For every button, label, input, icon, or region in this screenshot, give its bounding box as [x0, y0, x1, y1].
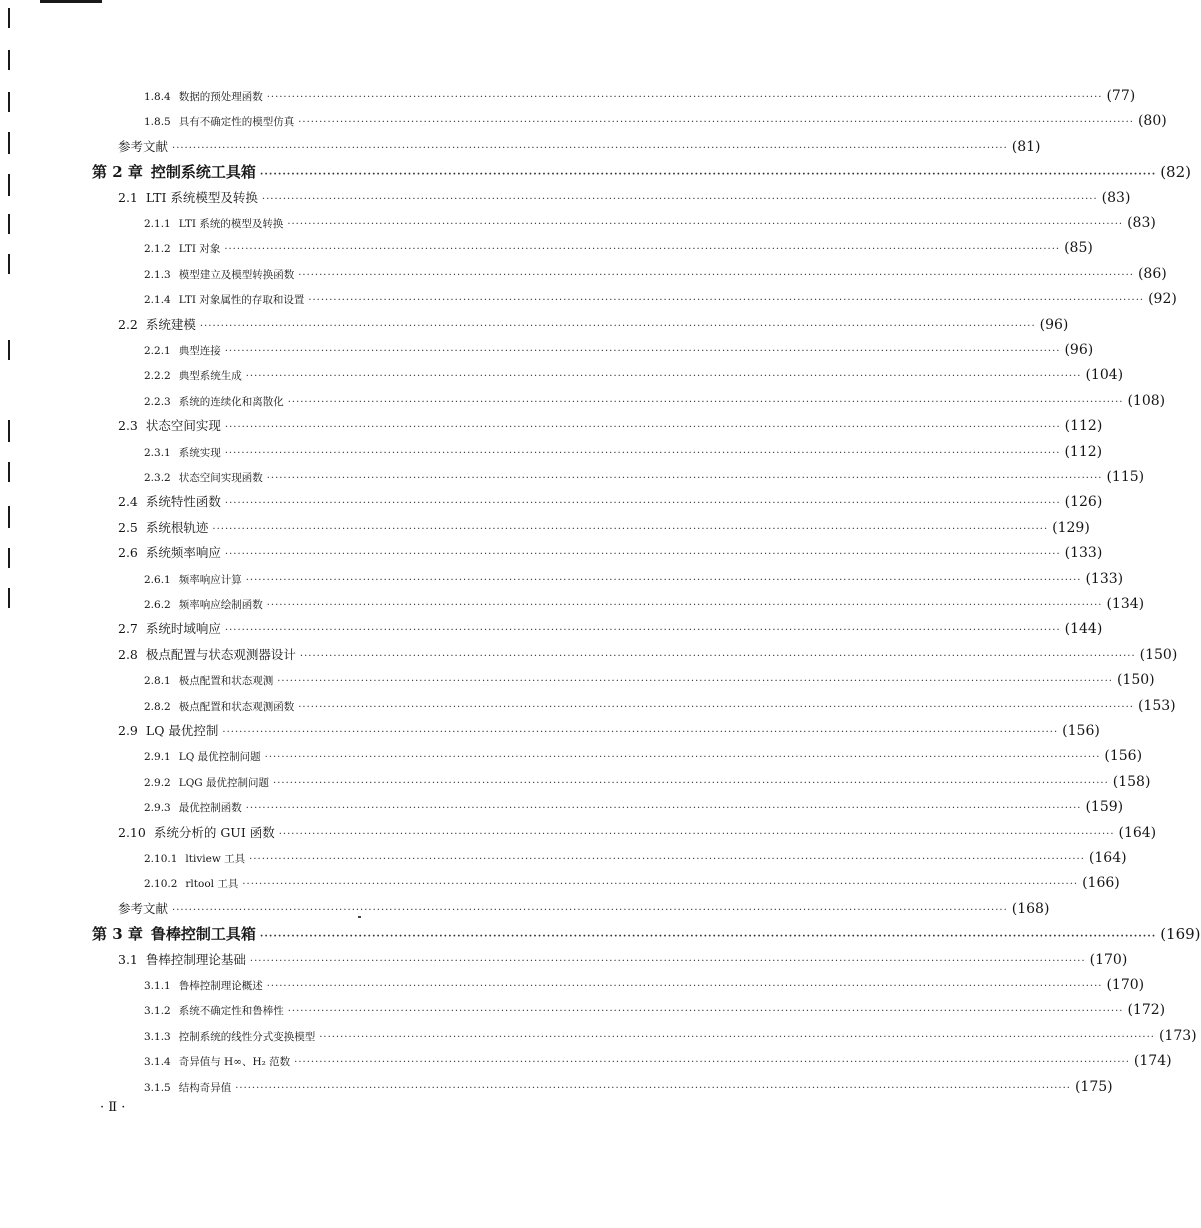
dot-leader: ········································································································································································································: [259, 931, 1157, 943]
dot-leader: ········································································································································································································: [266, 981, 1103, 992]
dot-leader: ········································································································································································································: [278, 828, 1115, 840]
dot-leader: ········································································································································································································: [277, 676, 1113, 688]
toc-title: rltool 工具: [185, 878, 239, 891]
dot-leader: ········································································································································································································: [287, 1006, 1124, 1018]
toc-title: 状态空间实现函数: [178, 472, 263, 484]
toc-section-number: 2.10.2: [144, 878, 178, 891]
toc-page-number: (164): [1118, 824, 1157, 841]
toc-title: 极点配置和状态观测: [178, 675, 274, 688]
toc-section-number: 2.9: [118, 723, 138, 738]
toc-page-number: (129): [1052, 519, 1090, 536]
toc-title: LQ 最优控制问题: [178, 751, 261, 764]
dot-leader: ········································································································································································································: [224, 422, 1061, 434]
toc-entry: [144, 871, 1120, 895]
toc-title: 鲁棒控制理论基础: [145, 951, 246, 967]
toc-section-number: 2.3.1: [144, 446, 171, 459]
toc-title: 具有不确定性的模型仿真: [178, 116, 295, 129]
toc-section-number: 2.1.4: [144, 294, 171, 307]
dot-leader: ········································································································································································································: [287, 219, 1124, 230]
toc-page-number: (158): [1112, 773, 1151, 790]
toc-entry: [144, 795, 1124, 819]
dot-leader: ········································································································································································································: [294, 1057, 1130, 1069]
toc-section-number: 2.5: [118, 519, 138, 535]
dot-leader: ········································································································································································································: [249, 955, 1086, 967]
toc-section-number: 1.8.5: [144, 116, 171, 129]
toc-section-number: 2.9.3: [144, 802, 171, 815]
toc-section-number: 1.8.4: [144, 91, 171, 103]
toc-title: ltiview 工具: [185, 853, 246, 865]
toc-title: LTI 系统模型及转换: [145, 189, 258, 205]
toc-entry: [118, 135, 1041, 159]
toc-section-number: 2.8.2: [144, 700, 171, 713]
toc-section-number: 3.1.3: [144, 1030, 171, 1043]
toc-entry: [144, 338, 1094, 362]
toc-entry: [144, 109, 1167, 133]
toc-section-number: 2.7: [118, 621, 138, 637]
dot-leader: ········································································································································································································: [249, 854, 1085, 865]
toc-section-number: 2.2.2: [144, 370, 171, 383]
toc-section-number: 2.1: [118, 189, 138, 205]
toc-title: 数据的预处理函数: [178, 91, 263, 103]
toc-section-number: 2.3.2: [144, 472, 171, 484]
toc-title: 频率响应计算: [178, 573, 242, 586]
toc-title: LTI 对象: [178, 243, 221, 256]
toc-entry: [144, 262, 1167, 286]
toc-section-number: 3.1.5: [144, 1081, 171, 1094]
toc-section-number: 第 2 章: [92, 163, 143, 182]
toc-page-number: (126): [1064, 494, 1103, 511]
toc-page-number: (156): [1062, 723, 1100, 739]
toc-entry: [118, 821, 1157, 845]
toc-title: 鲁棒控制理论概述: [178, 980, 263, 992]
toc-section-number: 2.8.1: [144, 675, 171, 688]
toc-page-number: (80): [1137, 113, 1167, 130]
dot-leader: ········································································································································································································: [266, 473, 1103, 484]
toc-title: 最优控制函数: [178, 802, 242, 815]
toc-title: 系统实现: [178, 446, 221, 459]
toc-page-number: (150): [1139, 646, 1178, 663]
dot-leader: ········································································································································································································: [266, 92, 1103, 103]
toc-section-number: 2.9.1: [144, 751, 171, 764]
toc-title: 极点配置与状态观测器设计: [145, 646, 296, 662]
toc-page-number: (96): [1064, 342, 1094, 358]
toc-title: 系统特性函数: [145, 494, 221, 510]
dot-leader: ········································································································································································································: [245, 371, 1082, 383]
toc-title: 鲁棒控制工具箱: [150, 925, 256, 944]
toc-title: 奇异值与 H∞、H₂ 范数: [178, 1056, 291, 1069]
toc-page-number: (112): [1064, 418, 1103, 435]
toc-title: 系统的连续化和离散化: [178, 395, 284, 408]
toc-entry: [144, 389, 1166, 413]
toc-title: 系统不确定性和鲁棒性: [178, 1005, 284, 1018]
toc-title: 状态空间实现: [145, 418, 221, 434]
dot-leader: ········································································································································································································: [245, 574, 1082, 586]
toc-page-number: (175): [1074, 1078, 1113, 1095]
toc-section-number: 2.6.2: [144, 599, 171, 611]
dot-leader: ········································································································································································································: [261, 193, 1098, 205]
dot-leader: ········································································································································································································: [172, 142, 1008, 154]
toc-entry: [118, 414, 1103, 438]
toc-title: 频率响应绘制函数: [178, 599, 263, 611]
toc-entry: [92, 922, 1201, 946]
toc-entry: [144, 744, 1143, 768]
toc-entry: [118, 617, 1103, 641]
toc-section-number: 2.1.1: [144, 218, 171, 230]
toc-page-number: (104): [1085, 367, 1124, 384]
toc-title: 控制系统工具箱: [150, 163, 256, 182]
toc-entry: [118, 897, 1050, 921]
dot-leader: ········································································································································································································: [287, 396, 1124, 408]
toc-page-number: (133): [1064, 545, 1103, 562]
toc-entry: [144, 440, 1103, 464]
toc-page-number: (153): [1137, 697, 1176, 714]
toc-title: 系统分析的 GUI 函数: [153, 824, 275, 840]
toc-page-number: (133): [1085, 570, 1124, 587]
toc-section-number: 2.10: [118, 824, 146, 840]
dot-leader: ········································································································································································································: [319, 1031, 1155, 1043]
toc-entry: [118, 948, 1128, 972]
toc-page-number: (92): [1148, 291, 1177, 308]
toc-title: LTI 系统的模型及转换: [178, 218, 284, 230]
toc-page-number: (172): [1127, 1002, 1166, 1019]
toc-page-number: (174): [1133, 1053, 1172, 1070]
toc-section-number: 2.6.1: [144, 573, 171, 586]
dot-leader: ········································································································································································································: [224, 346, 1061, 357]
toc-page-number: (156): [1104, 748, 1143, 765]
toc-section-number: 2.3: [118, 418, 138, 434]
toc-title: 典型系统生成: [178, 370, 242, 383]
toc-entry: [144, 1075, 1113, 1099]
toc-title: 系统建模: [145, 316, 196, 332]
toc-page-number: (96): [1039, 316, 1069, 333]
toc-entry: [144, 973, 1145, 997]
dot-leader: ········································································································································································································: [235, 1082, 1071, 1094]
toc-entry: [118, 313, 1069, 337]
dot-leader: ········································································································································································································: [264, 752, 1101, 764]
toc-title: 参考文献: [118, 138, 169, 154]
toc-section-number: 3.1.4: [144, 1056, 171, 1069]
toc-page-number: (150): [1116, 672, 1155, 689]
dot-leader: ········································································································································································································: [299, 650, 1136, 662]
toc-entry: [118, 516, 1090, 540]
toc-section-number: 2.1.3: [144, 268, 171, 281]
toc-page-number: (82): [1160, 163, 1191, 182]
dot-leader: ········································································································································································································: [199, 320, 1036, 332]
toc-title: 结构奇异值: [178, 1081, 232, 1094]
toc-page-number: (170): [1089, 951, 1128, 968]
dot-leader: ········································································································································································································: [298, 269, 1134, 281]
toc-entry: [144, 363, 1124, 387]
page-footer: · Ⅱ ·: [100, 1100, 126, 1115]
toc-section-number: 2.6: [118, 545, 138, 561]
toc-entry: [144, 567, 1124, 591]
toc-title: LQ 最优控制: [145, 723, 219, 738]
toc-title: 系统时域响应: [145, 621, 221, 637]
toc-title: LTI 对象属性的存取和设置: [178, 294, 305, 307]
toc-page-number: (164): [1088, 850, 1127, 866]
toc-section-number: 3.1.2: [144, 1005, 171, 1018]
toc-entry: [92, 160, 1191, 184]
toc-entry: [118, 719, 1100, 743]
toc-page-number: (81): [1011, 138, 1041, 155]
dot-leader: ········································································································································································································: [224, 447, 1061, 459]
toc-page-number: (112): [1064, 443, 1103, 460]
toc-page-number: (144): [1064, 621, 1103, 638]
toc-entry: [144, 592, 1145, 616]
dot-leader: ········································································································································································································: [224, 244, 1061, 256]
toc-page-number: (83): [1127, 215, 1156, 231]
toc-page-number: (166): [1082, 875, 1120, 892]
toc-page-number: (170): [1106, 977, 1145, 993]
toc-section-number: 3.1: [118, 951, 138, 967]
dot-leader: ········································································································································································································: [259, 169, 1157, 181]
toc-entry: [144, 211, 1156, 235]
toc-page-number: (134): [1106, 596, 1145, 612]
toc-title: 模型建立及模型转换函数: [178, 268, 295, 281]
toc-page-number: (77): [1106, 88, 1136, 104]
toc-section-number: 2.4: [118, 494, 138, 510]
toc-entry: [118, 186, 1131, 210]
dot-leader: ········································································································································································································: [242, 879, 1079, 891]
toc-entry: [118, 541, 1103, 565]
toc-title: 系统频率响应: [145, 545, 221, 561]
toc-section-number: 2.2.3: [144, 395, 171, 408]
toc-page-number: (115): [1106, 469, 1145, 485]
toc-entry: [144, 1024, 1197, 1048]
dot-leader: ········································································································································································································: [308, 295, 1145, 307]
toc-section-number: 2.2.1: [144, 345, 171, 357]
toc-section-number: 2.10.1: [144, 853, 178, 865]
toc-title: 极点配置和状态观测函数: [178, 700, 295, 713]
toc-page-number: (83): [1101, 189, 1131, 206]
toc-page-number: (85): [1064, 240, 1093, 257]
toc-page-number: (159): [1085, 799, 1124, 816]
toc-entry: [144, 668, 1155, 692]
dot-leader: ········································································································································································································: [298, 117, 1134, 129]
toc-page-number: (169): [1160, 925, 1201, 944]
toc-page-number: (108): [1127, 392, 1166, 409]
toc-entry: [144, 770, 1151, 794]
dot-leader: ········································································································································································································: [212, 523, 1049, 535]
toc-section-number: 第 3 章: [92, 925, 143, 944]
toc-section-number: 2.1.2: [144, 243, 171, 256]
toc-entry: [144, 1049, 1172, 1073]
toc-title: 控制系统的线性分式变换模型: [178, 1030, 316, 1043]
toc-entry: [144, 998, 1166, 1022]
dot-leader: ········································································································································································································: [273, 777, 1109, 789]
toc-section-number: 3.1.1: [144, 980, 171, 992]
dot-leader: ········································································································································································································: [245, 803, 1082, 815]
dot-leader: ········································································································································································································: [298, 701, 1134, 713]
toc-entry: [118, 490, 1103, 514]
dot-leader: ········································································································································································································: [172, 904, 1008, 916]
dot-leader: ········································································································································································································: [224, 625, 1061, 637]
toc-section-number: 2.8: [118, 646, 138, 662]
toc-entry: [118, 643, 1178, 667]
toc-page-number: (86): [1137, 265, 1167, 282]
toc-section-number: 2.9.2: [144, 776, 171, 789]
toc-entry: [144, 84, 1136, 108]
toc-title: 系统根轨迹: [145, 519, 209, 535]
dot-leader: ········································································································································································································: [222, 727, 1059, 738]
toc-title: 典型连接: [178, 345, 221, 357]
toc-page-number: (173): [1158, 1027, 1197, 1044]
toc-title: LQG 最优控制问题: [178, 776, 270, 789]
toc-page-number: (168): [1011, 900, 1050, 917]
toc-entry: [144, 846, 1127, 870]
toc-title: 参考文献: [118, 900, 169, 916]
toc-entry: [144, 287, 1177, 311]
dot-leader: ········································································································································································································: [224, 549, 1061, 561]
toc-entry: [144, 465, 1145, 489]
toc-entry: [144, 694, 1176, 718]
dot-leader: ········································································································································································································: [266, 600, 1103, 611]
toc-section-number: 2.2: [118, 316, 138, 332]
dot-leader: ········································································································································································································: [224, 498, 1061, 510]
toc-entry: [144, 236, 1093, 260]
